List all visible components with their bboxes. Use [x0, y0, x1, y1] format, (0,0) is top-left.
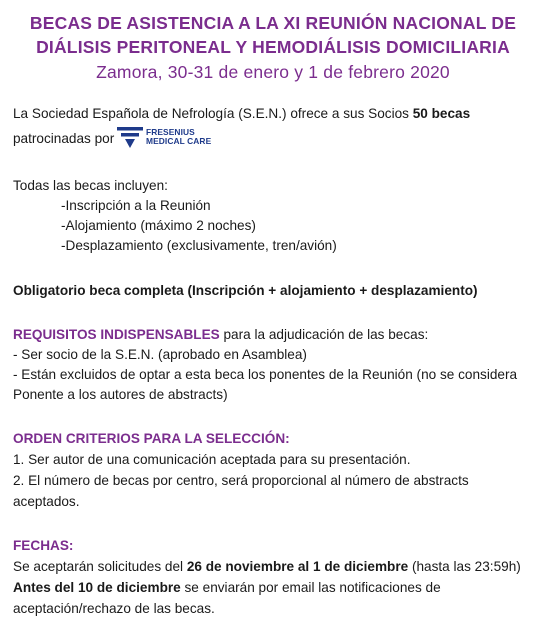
criterios-line: aceptados. — [13, 494, 80, 509]
requisitos-heading-rest: para la adjudicación de las becas: — [219, 327, 429, 342]
includes-heading: Todas las becas incluyen: — [13, 178, 168, 193]
fresenius-logo-line-2: MEDICAL CARE — [146, 136, 212, 146]
title-line-2: DIÁLISIS PERITONEAL Y HEMODIÁLISIS DOMICILIARIA — [36, 37, 510, 57]
intro-line — [13, 105, 470, 123]
criterios-line: 2. El número de becas por centro, será proporcional al número de abstracts — [13, 473, 469, 488]
requisitos-line: - Ser socio de la S.E.N. (aprobado en Asamblea) — [13, 347, 307, 362]
criterios-line: 1. Ser autor de una comunicación aceptada para su presentación. — [13, 452, 411, 467]
fresenius-logo — [116, 126, 226, 152]
intro-becas-count: 50 becas — [412, 106, 471, 121]
subtitle-date-location: Zamora, 30-31 de enero y 1 de febrero 2020 — [96, 62, 450, 82]
requisitos-line: - Están excluidos de optar a esta beca los ponentes de la Reunión (no se considera — [13, 367, 518, 382]
fechas-text: (hasta las 23:59h) — [408, 559, 521, 574]
includes-item: -Alojamiento (máximo 2 noches) — [61, 218, 256, 233]
fechas-text: Se aceptarán solicitudes del — [13, 559, 187, 574]
fechas-deadline: Antes del 10 de diciembre — [13, 580, 181, 595]
includes-item: -Desplazamiento (exclusivamente, tren/avión) — [61, 238, 337, 253]
intro-text: La Sociedad Española de Nefrología (S.E.N.) ofrece a sus Socios — [13, 106, 413, 121]
fechas-line-3: aceptación/rechazo de las becas. — [13, 601, 215, 616]
fechas-text: se enviarán por email las notificaciones de — [180, 580, 441, 595]
requisitos-line: Ponente a los autores de abstracts) — [13, 387, 228, 402]
requisitos-heading: REQUISITOS INDISPENSABLES — [13, 327, 220, 342]
fechas-date-range: 26 de noviembre al 1 de diciembre — [186, 559, 409, 574]
mandatory-notice: Obligatorio beca completa (Inscripción + alojamiento + desplazamiento) — [13, 283, 478, 298]
requisitos-heading-line — [13, 326, 428, 344]
fresenius-logo-icon — [116, 126, 144, 150]
fechas-heading: FECHAS: — [13, 538, 74, 553]
sponsored-by: patrocinadas por — [13, 131, 115, 146]
criterios-heading: ORDEN CRITERIOS PARA LA SELECCIÓN: — [13, 431, 290, 446]
includes-item: -Inscripción a la Reunión — [61, 198, 211, 213]
fechas-line-2 — [13, 579, 441, 597]
title-line-1: BECAS DE ASISTENCIA A LA XI REUNIÓN NACIONAL DE — [29, 13, 517, 33]
fechas-line-1 — [13, 558, 521, 576]
fresenius-logo-line-1: FRESENIUS — [146, 127, 195, 137]
